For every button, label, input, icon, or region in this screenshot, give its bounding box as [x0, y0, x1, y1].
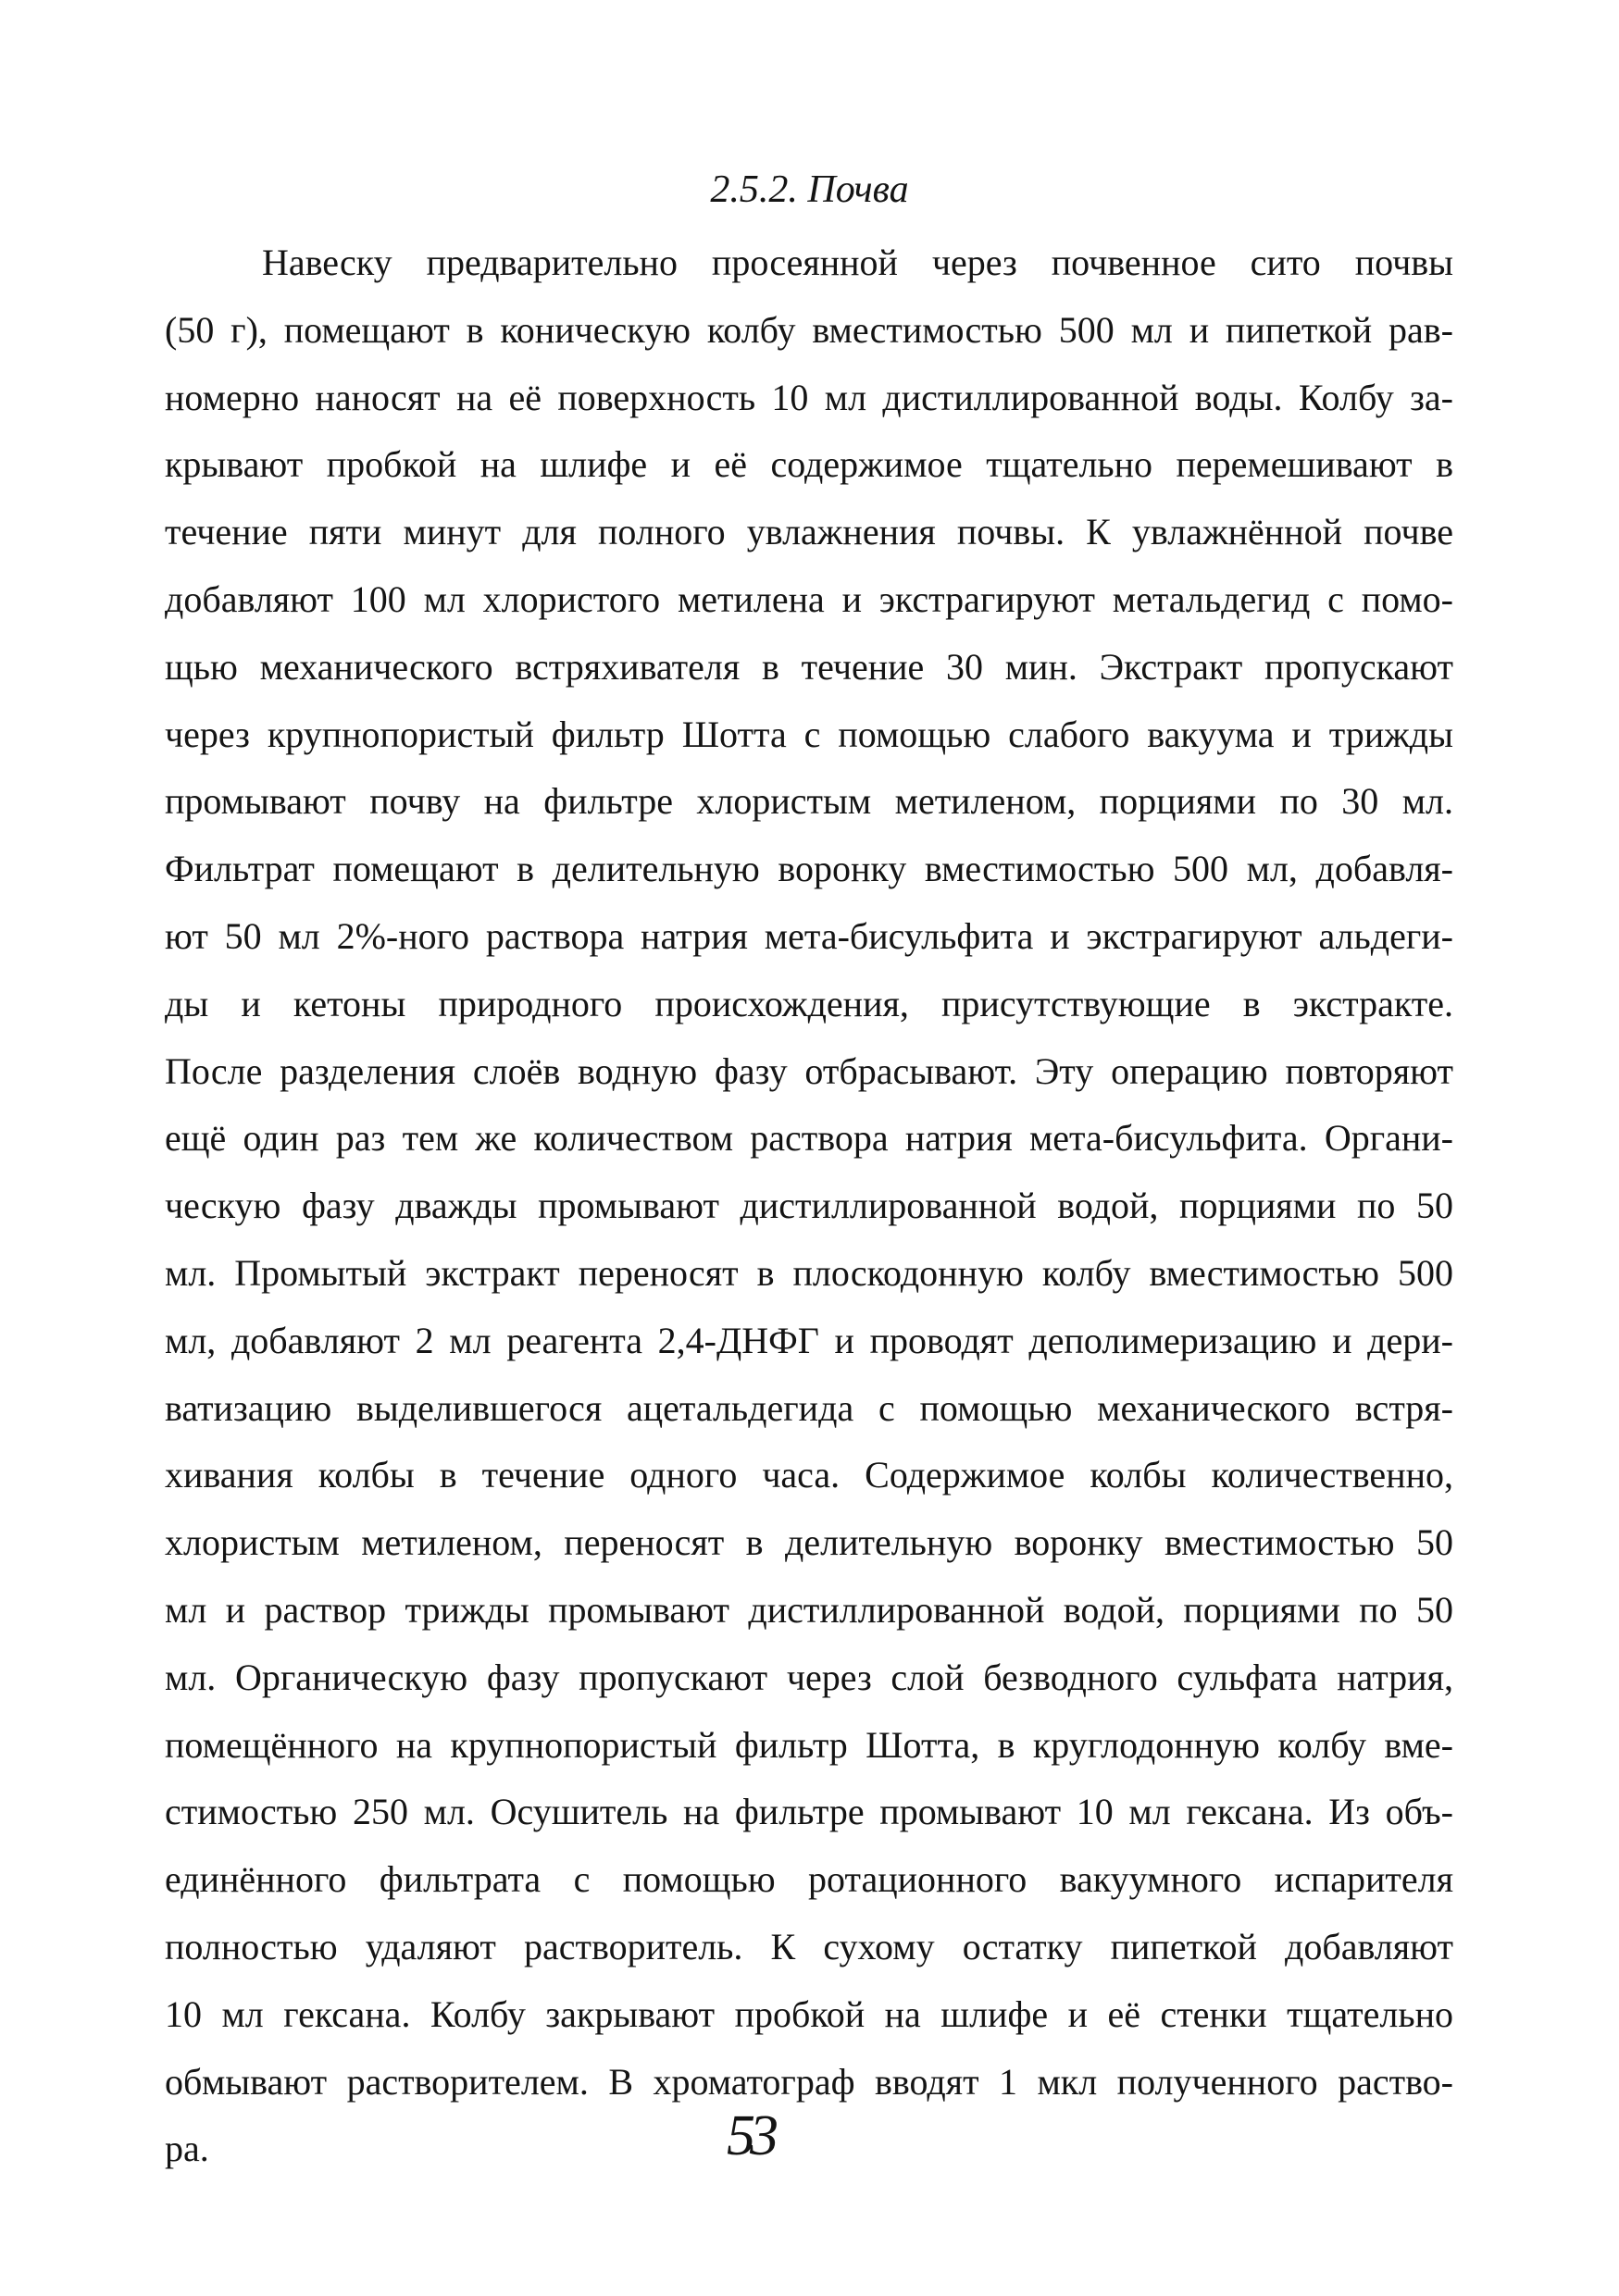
paragraph-line: стимостью 250 мл. Осушитель на фильтре промывают 10 мл гексана. Из объ- — [165, 1791, 1453, 1833]
paragraph-line: После разделения слоёв водную фазу отбрасывают. Эту операцию повторяют — [165, 1049, 1453, 1092]
paragraph-line: Навеску предварительно просеянной через почвенное сито почвы — [262, 242, 1453, 283]
paragraph-line: обмывают растворителем. В хроматограф вводят 1 мкл полученного раство- — [165, 2060, 1453, 2103]
paragraph-line: (50 г), помещают в коническую колбу вместимостью 500 мл и пипеткой рав- — [165, 308, 1453, 351]
paragraph-line: ческую фазу дважды промывают дистиллированной водой, порциями по 50 — [165, 1185, 1453, 1227]
paragraph-line: мл. Органическую фазу пропускают через слой безводного сульфата натрия, — [165, 1656, 1453, 1698]
paragraph-line: мл и раствор трижды промывают дистиллированной водой, порциями по 50 — [165, 1588, 1453, 1631]
paragraph-line: хивания колбы в течение одного часа. Содержимое колбы количественно, — [165, 1454, 1453, 1496]
paragraph-line: через крупнопористый фильтр Шотта с помощью слабого вакуума и трижды — [165, 713, 1453, 755]
paragraph-line: щью механического встряхивателя в течение 30 мин. Экстракт пропускают — [165, 645, 1453, 688]
paragraph-line: ют 50 мл 2%-ного раствора натрия мета-бисульфита и экстрагируют альдеги- — [165, 914, 1453, 957]
paragraph-line: ватизацию выделившегося ацетальдегида с помощью механического встря- — [165, 1386, 1453, 1429]
paragraph-line: крывают пробкой на шлифе и её содержимое тщательно перемешивают в — [165, 443, 1453, 486]
paragraph-line: номерно наносят на её поверхность 10 мл дистиллированной воды. Колбу за- — [165, 376, 1453, 418]
paragraph-line: полностью удаляют растворитель. К сухому остатку пипеткой добавляют — [165, 1925, 1453, 1967]
paragraph-line: ды и кетоны природного происхождения, присутствующие в экстракте. — [165, 982, 1453, 1024]
paragraph-line: ра. — [165, 2128, 209, 2170]
paragraph-line: течение пяти минут для полного увлажнения почвы. К увлажнённой почве — [165, 511, 1453, 553]
paragraph-line: хлористым метиленом, переносят в делительную воронку вместимостью 50 — [165, 1521, 1453, 1564]
body-paragraph — [165, 230, 1453, 2183]
paragraph-line: мл. Промытый экстракт переносят в плоскодонную колбу вместимостью 500 — [165, 1251, 1453, 1294]
paragraph-line: промывают почву на фильтре хлористым метиленом, порциями по 30 мл. — [165, 780, 1453, 823]
page-number: 53 — [727, 2104, 773, 2167]
paragraph-line: добавляют 100 мл хлористого метилена и экстрагируют метальдегид с помо- — [165, 577, 1453, 620]
paragraph-line: 10 мл гексана. Колбу закрывают пробкой на шлифе и её стенки тщательно — [165, 1992, 1453, 2035]
section-heading: 2.5.2. Почва — [710, 168, 909, 211]
paragraph-line: помещённого на крупнопористый фильтр Шотта, в круглодонную колбу вме- — [165, 1723, 1453, 1766]
paragraph-line: единённого фильтрата с помощью ротационного вакуумного испарителя — [165, 1858, 1453, 1901]
paragraph-line: Фильтрат помещают в делительную воронку вместимостью 500 мл, добавля- — [165, 848, 1453, 890]
paragraph-line: ещё один раз тем же количеством раствора натрия мета-бисульфита. Органи- — [165, 1117, 1453, 1160]
paragraph-line: мл, добавляют 2 мл реагента 2,4-ДНФГ и проводят деполимеризацию и дери- — [165, 1319, 1453, 1361]
